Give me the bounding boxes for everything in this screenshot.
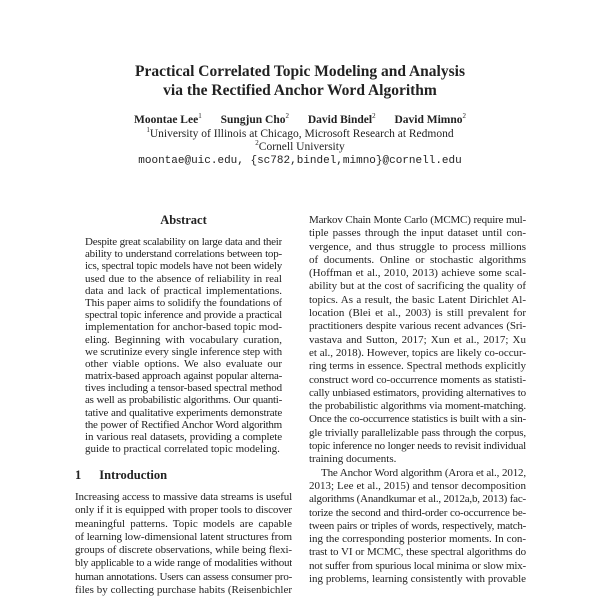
affiliation-mark: 2 — [255, 139, 259, 148]
text-line — [85, 358, 282, 370]
text-line-content: bly applicable to a wide range of modalities without — [75, 557, 292, 570]
author — [308, 114, 376, 126]
text-line-content: guide to practical correlated topic modeling. — [85, 443, 280, 456]
text-line-content: cally unbiased estimators, providing alternatives to — [309, 386, 526, 399]
text-line-content: vastava and Sutton, 2017; Xun et al., 2017; Xu — [309, 333, 526, 346]
text-line — [309, 520, 526, 533]
text-line — [85, 248, 282, 260]
text-line — [85, 260, 282, 272]
text-line — [309, 427, 526, 440]
section-heading — [75, 468, 185, 483]
text-line — [85, 346, 282, 358]
text-line — [309, 254, 526, 267]
text-line — [309, 227, 526, 240]
text-line-content: as well as probabilistic algorithms. Our quanti- — [85, 394, 282, 407]
text-line — [309, 307, 526, 320]
text-line — [75, 504, 292, 517]
text-line-content: tives including a tensor-based spectral method — [85, 382, 282, 395]
text-line — [309, 560, 526, 573]
text-line-content: eling. Beginning with vocabulary curation, — [85, 333, 282, 346]
text-line-content: construct word co-occurrence moments as statisti- — [309, 373, 526, 386]
author — [221, 114, 289, 126]
text-line — [75, 544, 292, 557]
text-line — [85, 419, 282, 431]
text-line — [85, 321, 282, 333]
text-line — [309, 493, 526, 506]
right-column-body — [309, 214, 526, 586]
text-line-content: topics. As a result, the basic Latent Dirichlet Al- — [309, 293, 526, 306]
text-line — [85, 285, 282, 297]
text-line — [309, 360, 526, 373]
text-line-content: the power of Rectified Anchor Word algorithm — [85, 418, 282, 431]
text-line-content: trast to VI or MCMC, these spectral algorithms do — [309, 546, 526, 559]
paragraph — [309, 214, 526, 467]
abstract-heading: Abstract — [160, 213, 207, 227]
title-line: via the Rectified Anchor Word Algorithm — [163, 82, 437, 99]
text-line-content: groups of discrete observations, while being flexi- — [75, 544, 292, 557]
text-line — [85, 309, 282, 321]
author-list — [0, 113, 600, 127]
affiliation-mark: 2 — [285, 112, 289, 121]
text-line-content: tween pairs or triples of words, respectively, match- — [309, 519, 526, 532]
text-line-content: location (Blei et al., 2003) is still prevalent for — [309, 307, 526, 320]
text-line-content: we scrutinize every single inference step with — [85, 345, 282, 358]
paragraph — [75, 491, 292, 597]
text-line-content: not suffer from spurious local minima or slow mix- — [309, 559, 526, 572]
left-column-body — [75, 491, 292, 597]
text-line — [85, 443, 282, 455]
title-line: Practical Correlated Topic Modeling and Analysis — [135, 63, 465, 80]
text-line-content: practitioners despite various recent advances (Sri- — [309, 320, 526, 333]
section-title: Introduction — [99, 468, 168, 482]
author — [394, 114, 466, 126]
text-line — [309, 241, 526, 254]
text-line — [309, 440, 526, 453]
text-line-content: tative and qualitative experiments demonstrate — [85, 406, 282, 419]
text-line-content: Once the co-occurrence statistics is built with a sin- — [309, 413, 526, 426]
text-line — [85, 382, 282, 394]
text-line-content: ing the corresponding posterior moments. In con- — [309, 533, 526, 546]
text-line — [85, 236, 282, 248]
text-line-content: Increasing access to massive data streams is useful — [75, 491, 292, 503]
text-line-content: matrix-based approach against popular alterna- — [85, 370, 282, 383]
text-line-content: Despite great scalability on large data and their — [85, 236, 282, 248]
text-line — [309, 533, 526, 546]
text-line-content: human annotations. Users can assess consumer pro- — [75, 570, 292, 583]
text-line-content: topic inference no longer needs to revisit individual — [309, 440, 526, 453]
text-line — [309, 400, 526, 413]
text-line-content: torize the second and third-order co-occurrence be- — [309, 506, 526, 519]
text-line-content: training documents. — [309, 453, 397, 466]
text-line — [85, 334, 282, 346]
affiliation — [0, 128, 600, 141]
text-line — [309, 214, 526, 227]
text-line-content: Markov Chain Monte Carlo (MCMC) require mul- — [309, 214, 526, 226]
text-line-content: of learning low-dimensional latent structures from — [75, 530, 292, 543]
text-line — [309, 374, 526, 387]
text-line — [75, 557, 292, 570]
text-line — [309, 320, 526, 333]
author-name: David Mimno — [394, 114, 463, 126]
text-line-content: ability to understand correlations between top- — [85, 248, 282, 261]
text-line-content: other viable options. We also evaluate our — [85, 357, 282, 370]
text-line — [85, 431, 282, 443]
affiliation-text: University of Illinois at Chicago, Microsoft Research at Redmond — [149, 128, 454, 140]
text-line-content: ing problems, learning consistently with provable — [309, 573, 526, 586]
text-line-content: in various real datasets, providing a complete — [85, 431, 282, 443]
text-line-content: ability but at the cost of sacrificing the quality of — [309, 280, 526, 293]
text-line — [309, 294, 526, 307]
text-line-content: only if it is equipped with proper tools to discover — [75, 504, 292, 517]
text-line — [309, 334, 526, 347]
text-line — [85, 273, 282, 285]
text-line — [309, 467, 526, 480]
text-line-content: spectral topic inference and provide a practical — [85, 309, 282, 322]
text-line — [309, 387, 526, 400]
affiliation-text: Cornell University — [258, 141, 345, 153]
affiliation — [0, 141, 600, 154]
abstract-body — [85, 236, 282, 455]
text-line — [75, 518, 292, 531]
text-line-content: used due to the absence of reliability in real — [85, 272, 282, 285]
text-line — [75, 584, 292, 597]
text-line-content: ics, spectral topic models have not been widely — [85, 260, 282, 273]
author — [134, 114, 202, 126]
text-line-content: the probabilistic algorithms via moment-matching. — [309, 400, 526, 413]
section-number: 1 — [75, 468, 82, 482]
text-line-content: gle trivially parallelizable pass through the corpus, — [309, 426, 526, 439]
affiliation-mark: 2 — [372, 112, 376, 121]
paragraph — [85, 236, 282, 455]
text-line-content: meaningful patterns. Topic models are capable — [75, 517, 292, 530]
affiliation-mark: 1 — [146, 126, 150, 135]
affiliation-mark: 2 — [462, 112, 466, 121]
paragraph — [309, 467, 526, 587]
text-line — [85, 370, 282, 382]
author-emails: moontae@uic.edu, {sc782,bindel,mimno}@cornell.edu — [138, 155, 462, 167]
text-line — [309, 280, 526, 293]
text-line — [309, 507, 526, 520]
text-line-content: et al., 2018). However, topics are likely co-occur- — [309, 346, 526, 359]
text-line — [85, 394, 282, 406]
text-line-content: implementation for anchor-based topic mod- — [85, 321, 282, 334]
text-line-content: algorithms (Anandkumar et al., 2012a,b, 2013) fac- — [309, 493, 526, 506]
text-line-content: vergence, and thus struggle to process millions — [309, 240, 526, 253]
text-line — [309, 546, 526, 559]
text-line — [309, 413, 526, 426]
author-name: Sungjun Cho — [220, 114, 286, 126]
text-line — [75, 491, 292, 504]
text-line — [85, 297, 282, 309]
text-line — [75, 531, 292, 544]
author-name: David Bindel — [307, 114, 373, 126]
text-line — [309, 573, 526, 586]
text-line-content: data and lack of practical implementations. — [85, 284, 282, 297]
text-line — [309, 347, 526, 360]
text-line-content: (Hoffman et al., 2010, 2013) achieve some scal- — [309, 267, 526, 280]
text-line-content: files by collecting purchase habits (Reisenbichler — [75, 584, 292, 597]
text-line-content: tiple passes through the input dataset until con- — [309, 227, 526, 240]
text-line — [75, 571, 292, 584]
text-line — [309, 267, 526, 280]
affiliation-mark: 1 — [198, 112, 202, 121]
text-line — [85, 407, 282, 419]
text-line-content: 2013; Lee et al., 2015) and tensor decomposition — [309, 479, 526, 492]
text-line-content: This paper aims to solidify the foundations of — [85, 296, 282, 309]
text-line — [309, 453, 526, 466]
text-line-content: The Anchor Word algorithm (Arora et al., 2012, — [321, 466, 526, 479]
text-line — [309, 480, 526, 493]
author-name: Moontae Lee — [134, 114, 199, 126]
paper-title — [0, 62, 600, 100]
text-line-content: ring terms in essence. Spectral methods explicitly — [309, 360, 526, 373]
text-line-content: of documents. Online or stochastic algorithms — [309, 253, 526, 266]
